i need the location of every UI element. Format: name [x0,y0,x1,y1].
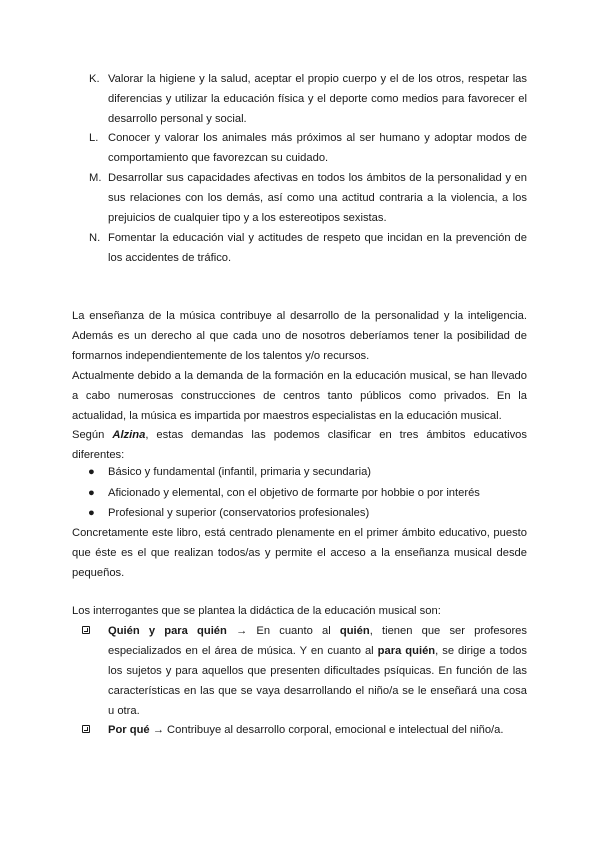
list-item [86,503,526,523]
author-name: Alzina [112,429,146,441]
objective-text: Conocer y valorar los animales más próximos al ser humano y adoptar modos de comportamiento que favorezcan su cuidado. [108,132,527,164]
objective-item [72,128,527,168]
objective-letter: N. [89,232,101,244]
question-title: Quién y para quién [108,625,227,637]
objective-text: Valorar la higiene y la salud, aceptar el propio cuerpo y el de los otros, respetar las diferencias y utilizar la educación física y el deporte como medios para favorecer el desarrollo personal y social. [108,73,527,125]
objective-letter: L. [89,132,99,144]
question-title: Por qué [108,724,150,736]
list-item-text: Básico y fundamental (infantil, primaria y secundaria) [108,466,372,478]
list-item-text: Profesional y superior (conservatorios profesionales) [108,507,370,519]
checkbox-bullet-icon [82,626,90,634]
list-item [86,462,526,482]
bullet-icon: ● [88,487,95,499]
bullet-icon: ● [88,466,95,478]
objective-item [72,168,527,228]
objective-text: Desarrollar sus capacidades afectivas en todos los ámbitos de la personalidad y en sus relaciones con los demás, así como una actitud contraria a la violencia, a los prejuicios de cualquier tipo y a los estereotipos sexistas. [108,172,527,224]
question-item-why: Por qué → Contribuye al desarrollo corporal, emocional e intelectual del niño/a. [82,720,527,740]
objective-letter: K. [89,73,100,85]
intro-paragraph-1: La enseñanza de la música contribuye al desarrollo de la personalidad y la inteligencia. Además es un derecho al que cada uno de nosotros deberíamos tener la posibilidad de formarnos independientemente de los talentos y/o recursos. [72,310,527,362]
keyword-quien: quién [339,625,370,637]
objective-item [72,69,527,129]
intro-p3-start: Según [72,429,113,441]
intro-paragraph-2: Actualmente debido a la demanda de la formación en la educación musical, se han llevado a cabo numerosas construcciones de centros tanto públicos como privados. En la actualidad, la música es impartida por maestros especialistas en la educación musical. [72,370,527,422]
keyword-para-quien: para quién [377,645,436,657]
objective-letter: M. [89,172,102,184]
intro-p3-end: , estas demandas las podemos clasificar en tres ámbitos educativos diferentes: [72,429,527,461]
checkbox-bullet-icon [82,725,90,733]
list-item [86,483,526,503]
intro-paragraph-3 [72,425,527,465]
objective-text: Fomentar la educación vial y actitudes de respeto que incidan en la prevención de los accidentes de tráfico. [108,232,527,264]
question-item-who: Quién y para quién → En cuanto al quién, tienen que ser profesores especializados en el área de música. Y en cuanto al para quién, se dirige a todos los sujetos y para aquellos que presenten dificultades psíquicas. En función de las características en las que se vaya desarrollando el niño/a se le enseñará una cosa u otra. [82,621,527,721]
list-item-text: Aficionado y elemental, con el objetivo de formarte por hobbie o por interés [108,487,480,499]
paragraph-book-focus: Concretamente este libro, está centrado plenamente en el primer ámbito educativo, puesto que éste es el que realizan todos/as y permite el acceso a la enseñanza musical desde pequeños. [72,527,527,579]
objective-item [72,228,527,268]
bullet-icon: ● [88,507,95,519]
questions-intro: Los interrogantes que se plantea la didáctica de la educación musical son: [72,605,441,617]
